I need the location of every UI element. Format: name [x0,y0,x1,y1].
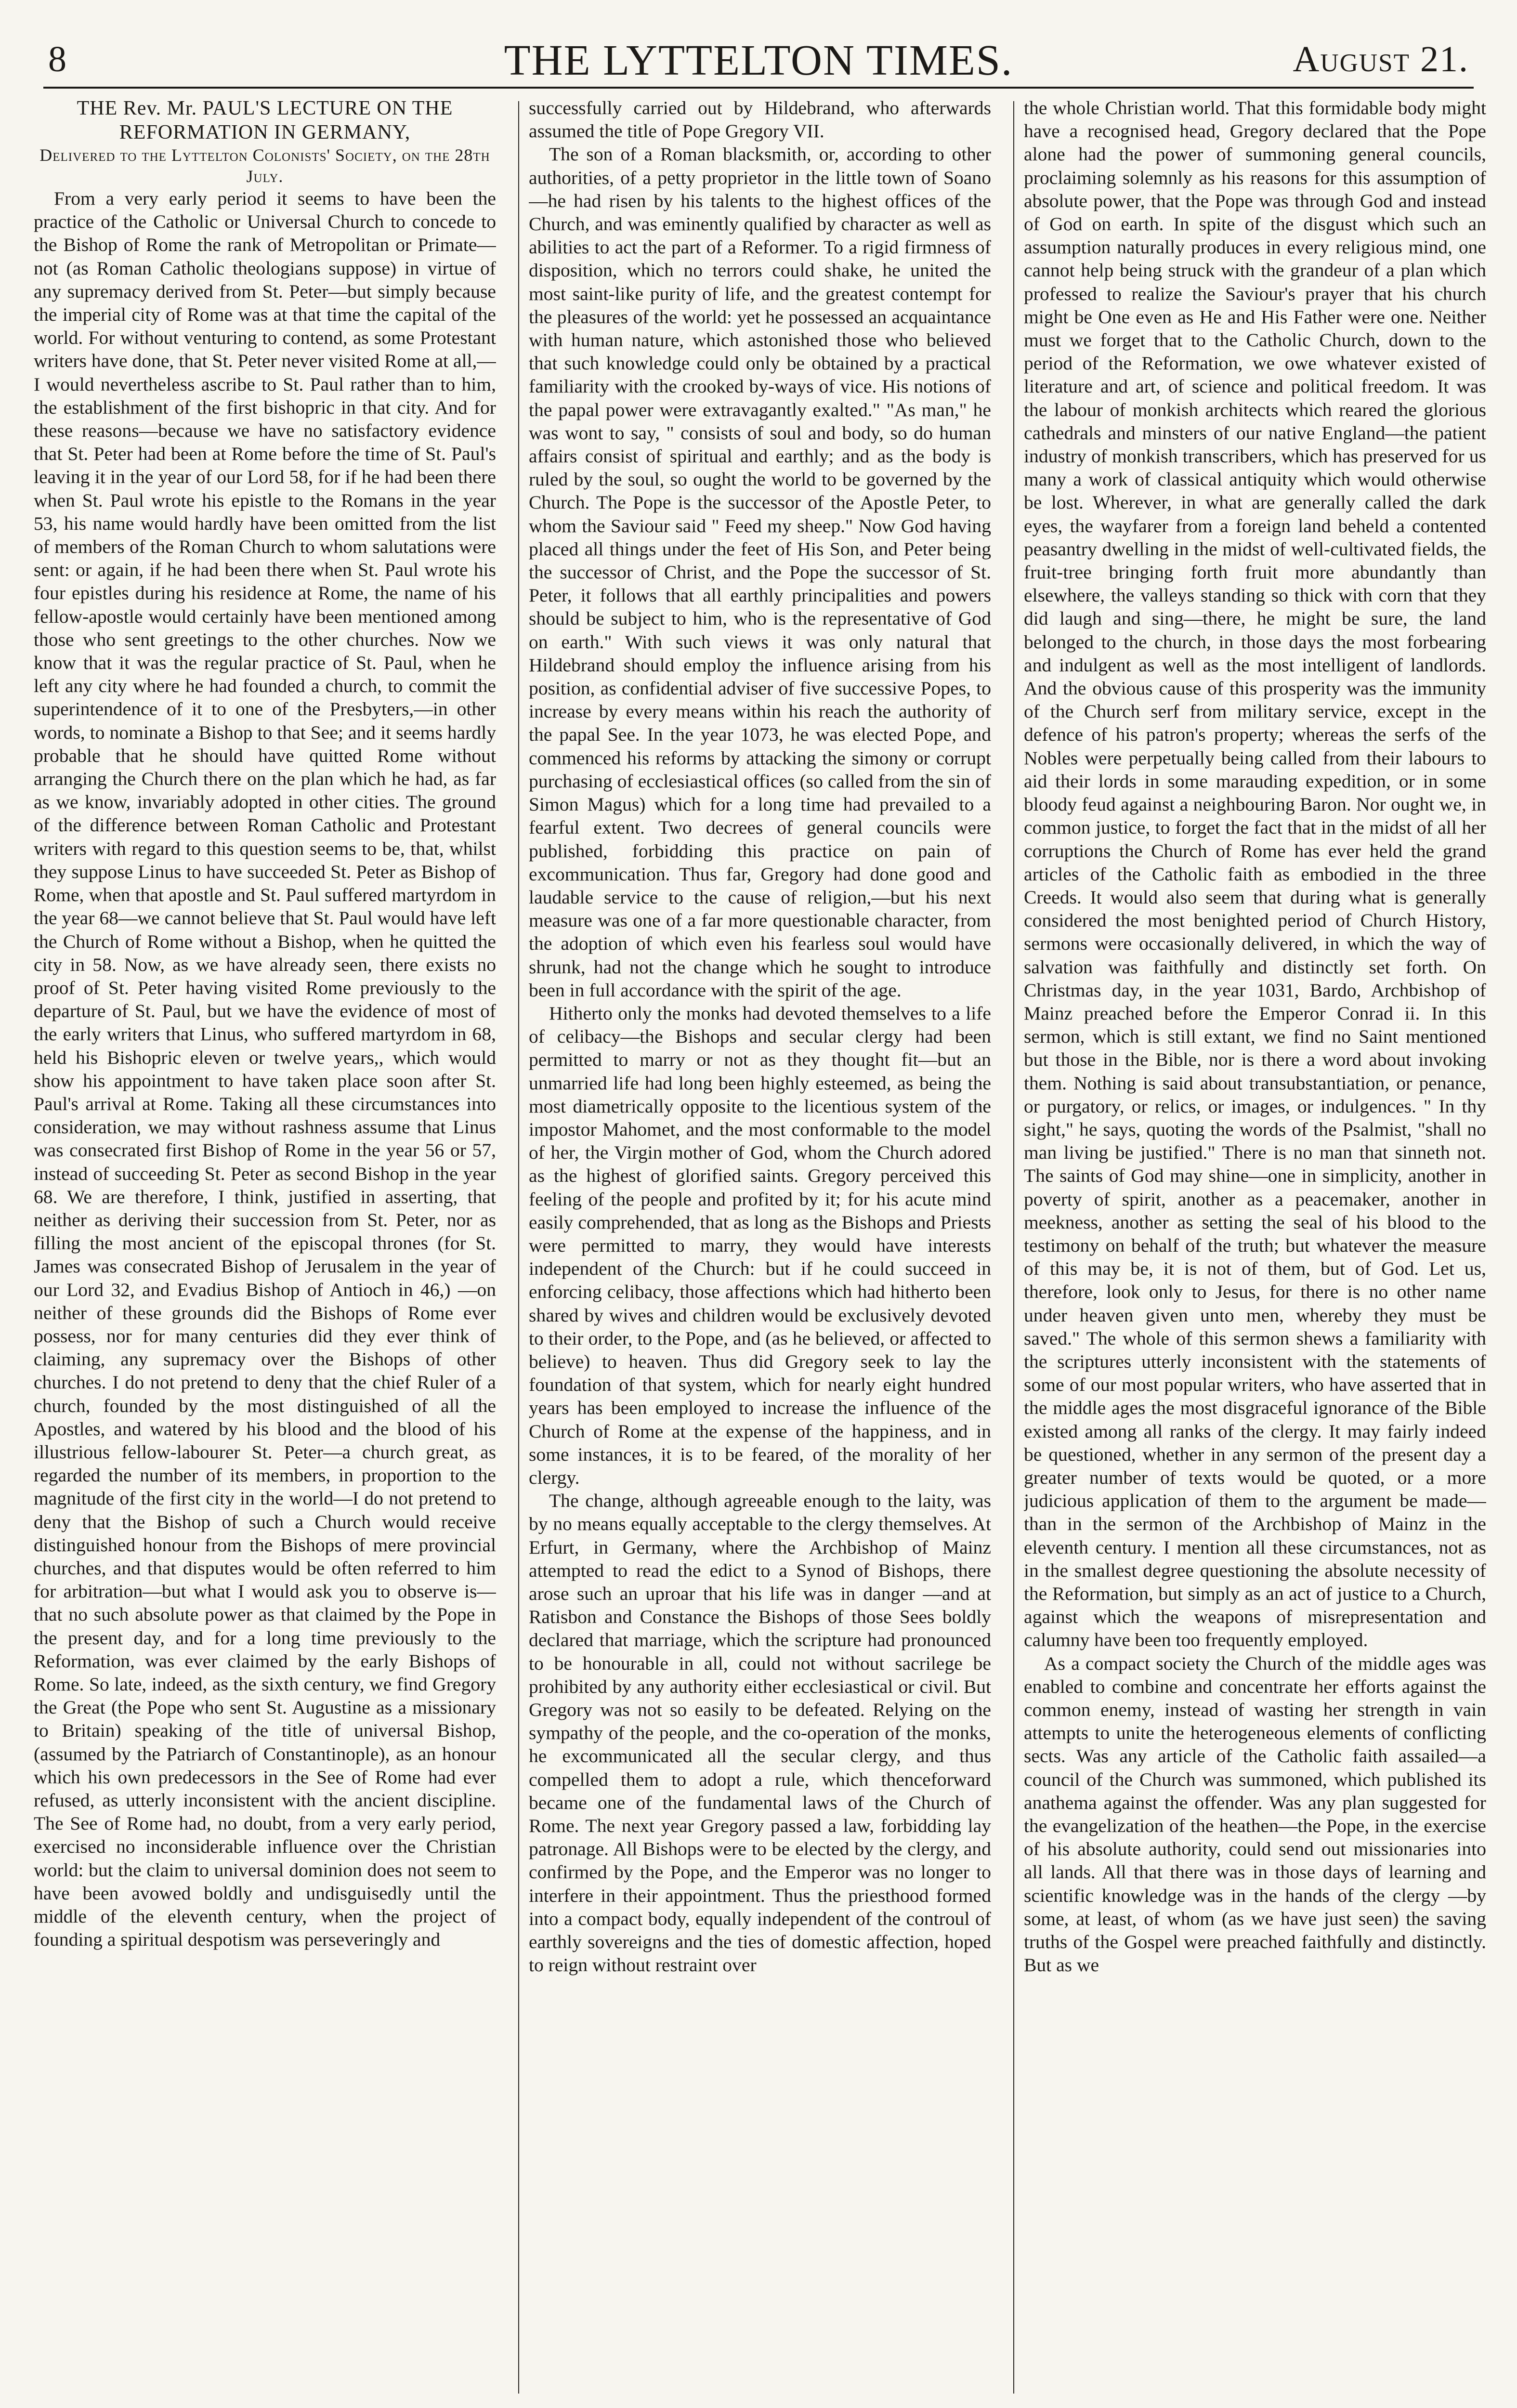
paragraph: the whole Christian world. That this formidable body might have a recognised head, Gregory declared that the Pope alone had the power of summoning general councils, proclaiming solemnly as his reasons for this assumption of absolute power, that the Pope was through God and instead of God on earth. In spite of the disgust which such an assumption naturally produces in every religious mind, one cannot help being struck with the grandeur of a plan which professed to realize the Saviour's prayer that his church might be One even as He and His Father were one. Neither must we forget that to the Catholic Church, down to the period of the Reformation, we owe whatever existed of literature and art, of science and political freedom. It was the labour of monkish architects which reared the glorious cathedrals and minsters of our native England—the patient industry of monkish transcribers, which has preserved for us many a work of classical antiquity which would otherwise be lost. Wherever, in what are generally called the dark eyes, the wayfarer from a foreign land beheld a contented peasantry dwelling in the midst of well-cultivated fields, the fruit-tree bringing forth fruit more abundantly than elsewhere, the valleys standing so thick with corn that they did laugh and sing—there, he might be sure, the land belonged to the church, in those days the most forbearing and indulgent as well as the most intelligent of landlords. And the obvious cause of this prosperity was the immunity of the Church serf from military service, except in the defence of his patron's property; whereas the serfs of the Nobles were perpetually being called from their labours to aid their lords in some marauding expedition, or in some bloody feud against a neighbouring Baron. Nor ought we, in common justice, to forget the fact that in the midst of all her corruptions the Church of Rome has ever held the grand articles of the Catholic faith as embodied in the three Creeds. It would also seem that during what is generally considered the most benighted period of Church History, sermons were occasionally delivered, in which the way of salvation was faithfully and distinctly set forth. On Christmas day, in the year 1031, Bardo, Archbishop of Mainz preached before the Emperor Conrad ii. In this sermon, which is still extant, we find no Saint mentioned but those in the Bible, nor is there a word about invoking them. Nothing is said about transubstantiation, or penance, or purgatory, or relics, or images, or indulgences. " In thy sight," he says, quoting the words of the Psalmist, "shall no man living be justified." There is no man that sinneth not. The saints of God may shine—one in simplicity, another in poverty of spirit, another as a peacemaker, another in meekness, another as setting the seal of his blood to the testimony on behalf of the truth; but whatever the measure of this may be, it is not of them, but of God. Let us, therefore, look only to Jesus, for there is no other name under heaven given unto men, whereby they must be saved." The whole of this sermon shews a familiarity with the scriptures utterly inconsistent with the statements of some of our most popular writers, who have asserted that in the middle ages the most disgraceful ignorance of the Bible existed among all ranks of the clergy. It may fairly indeed be questioned, whether in any sermon of the present day a greater number of texts would be quoted, or a more judicious application of them to the argument be made—than in the sermon of the Archbishop of Mainz in the eleventh century. I mention all these circumstances, not as in the smallest degree questioning the absolute necessity of the Reformation, but simply as an act of justice to a Church, against which the weapons of misrepresentation and calumny have been too frequently employed. [1024,97,1486,1651]
issue-date: August 21. [1293,39,1469,79]
newspaper-title: THE LYTTELTON TIMES. [504,37,1013,84]
article-subhead: Delivered to the Lyttelton Colonists' Society, on the 28th July. [39,145,490,186]
column-1 [34,96,496,2408]
article-headline: THE Rev. Mr. PAUL'S LECTURE ON THE REFORMATION IN GERMANY, [77,97,453,144]
column-2 [529,96,991,2408]
page-number: 8 [48,39,66,79]
masthead [43,34,1474,89]
paragraph: Hitherto only the monks had devoted themselves to a life of celibacy—the Bishops and secular clergy had been permitted to marry or not as they thought fit—but an unmarried life had long been highly esteemed, as being the most diametrically opposite to the licentious system of the impostor Mahomet, and the most conformable to the model of her, the Virgin mother of God, whom the Church adored as the highest of glorified saints. Gregory perceived this feeling of the people and profited by it; for his acute mind easily comprehended, that as long as the Bishops and Priests were permitted to marry, they would have interests independent of the Church: but if he could succeed in enforcing celibacy, those affections which had hitherto been shared by wives and children would be exclusively devoted to their order, to the Pope, and (as he believed, or affected to believe) to heaven. Thus did Gregory seek to lay the foundation of that system, which for nearly eight hundred years has been employed to increase the influence of the Church of Rome at the expense of the happiness, and in some instances, it is to be feared, of the morality of her clergy. [529,1002,991,1488]
paragraph: successfully carried out by Hildebrand, who afterwards assumed the title of Pope Gregory VII. [529,97,991,142]
paragraph: The son of a Roman blacksmith, or, according to other authorities, of a petty proprietor in the little town of Soano—he had risen by his talents to the highest offices of the Church, and was eminently qualified by character as well as abilities to act the part of a Reformer. To a rigid firmness of disposition, which no terrors could shake, he united the most saint-like purity of life, and the greatest contempt for the pleasures of the world: yet he possessed an acquaintance with human nature, which astonished those who believed that such knowledge could only be obtained by a practical familiarity with the crooked by-ways of vice. His notions of the papal power were extravagantly exalted." "As man," he was wont to say, " consists of soul and body, so do human affairs consist of spiritual and earthly; and as the body is ruled by the soul, so ought the world to be governed by the Church. The Pope is the successor of the Apostle Peter, to whom the Saviour said " Feed my sheep." Now God having placed all things under the feet of His Son, and Peter being the successor of Christ, and the Pope the successor of St. Peter, it follows that all earthly principalities and powers should be subject to him, who is the representative of God on earth." With such views it was only natural that Hildebrand should employ the influence arising from his position, as confidential adviser of five successive Popes, to increase by every means within his reach the authority of the papal See. In the year 1073, he was elected Pope, and commenced his reforms by attacking the simony or corrupt purchasing of ecclesiastical offices (so called from the sin of Simon Magus) which for a long time had prevailed to a fearful extent. Two decrees of general councils were published, forbidding this practice on pain of excommunication. Thus far, Gregory had done good and laudable service to the cause of religion,—but his next measure was one of a far more questionable character, from the adoption of which even his fearless soul would have shrunk, had not the change which he sought to introduce been in full accordance with the spirit of the age. [529,144,991,1001]
column-rule [518,101,519,2394]
article-columns [34,96,1488,2408]
column-3 [1024,96,1486,2408]
paragraph: From a very early period it seems to have been the practice of the Catholic or Universal Church to concede to the Bishop of Rome the rank of Metropolitan or Primate—not (as Roman Catholic theologians suppose) in virtue of any supremacy derived from St. Peter—but simply because the imperial city of Rome was at that time the capital of the world. For without venturing to contend, as some Protestant writers have done, that St. Peter never visited Rome at all,—I would nevertheless ascribe to St. Paul rather than to him, the establishment of the first bishopric in that city. And for these reasons—because we have no satisfactory evidence that St. Peter had been at Rome before the time of St. Paul's leaving it in the year of our Lord 58, for if he had been there when St. Paul wrote his epistle to the Romans in the year 53, his name would hardly have been omitted from the list of members of the Roman Church to whom salutations were sent: or again, if he had been there when St. Paul wrote his four epistles during his residence at Rome, the name of his fellow-apostle would certainly have been mentioned among those who sent greetings to the other churches. Now we know that it was the regular practice of St. Paul, when he left any city where he had founded a church, to commit the superintendence of it to one of the Presbyters,—in other words, to nominate a Bishop to that See; and it seems hardly probable that he should have quitted Rome without arranging the Church there on the plan which he had, as far as we know, invariably adopted in other cities. The ground of the difference between Roman Catholic and Protestant writers with regard to this question seems to be, that, whilst they suppose Linus to have succeeded St. Peter as Bishop of Rome, when that apostle and St. Paul suffered martyrdom in the year 68—we cannot believe that St. Paul would have left the Church of Rome without a Bishop, when he quitted the city in 58. Now, as we have already seen, there exists no proof of St. Peter having visited Rome previously to the departure of St. Paul, but we have the evidence of most of the early writers that Linus, who suffered martyrdom in 68, held his Bishopric eleven or twelve years,, which would show his appointment to have taken place soon after St. Paul's arrival at Rome. Taking all these circumstances into consideration, we may without rashness assume that Linus was consecrated first Bishop of Rome in the year 56 or 57, instead of succeeding St. Peter as second Bishop in the year 68. We are therefore, I think, justified in asserting, that neither as deriving their succession from St. Peter, nor as filling the most ancient of the episcopal thrones (for St. James was consecrated Bishop of Jerusalem in the year of our Lord 32, and Evadius Bishop of Antioch in 46,) —on neither of these grounds did the Bishops of Rome ever possess, nor for many centuries did they ever think of claiming, any supremacy over the Bishops of other churches. I do not pretend to deny that the chief Ruler of a church, founded by the most distinguished of all the Apostles, and watered by his blood and the blood of his illustrious fellow-labourer St. Peter—a church great, as regarded the number of its members, in proportion to the magnitude of the first city in the world—I do not pretend to deny that the Bishop of such a Church would receive distinguished honour from the Bishops of mere provincial churches, and that disputes would be often referred to him for arbitration—but what I would ask you to observe is—that no such absolute power as that claimed by the Pope in the present day, and for a long time previously to the Reformation, was ever claimed by the early Bishops of Rome. So late, indeed, as the sixth century, we find Gregory the Great (the Pope who sent St. Augustine as a missionary to Britain) speaking of the title of universal Bishop, (assumed by the Patriarch of Constantinople), as an honour which his own predecessors in the See of Rome had ever refused, as utterly inconsistent with the ancient discipline. The See of Rome had, no doubt, from a very early period, exercised no inconsiderable influence over the Christian world: but the claim to universal dominion does not seem to have been avowed boldly and undisguisedly until the middle of the eleventh century, when the project of founding a spiritual despotism was perseveringly and [34,188,496,1950]
paragraph: As a compact society the Church of the middle ages was enabled to combine and concentrate her efforts against the common enemy, instead of wasting her strength in vain attempts to unite the heterogeneous elements of conflicting sects. Was any article of the Catholic faith assailed—a council of the Church was summoned, which published its anathema against the offender. Was any plan suggested for the evangelization of the heathen—the Pope, in the exercise of his absolute authority, could send out missionaries into all lands. All that there was in those days of learning and scientific knowledge was in the hands of the clergy —by some, at least, of whom (as we have just seen) the saving truths of the Gospel were preached faithfully and distinctly. But as we [1024,1652,1486,1976]
column-rule [1013,101,1014,2394]
paragraph: The change, although agreeable enough to the laity, was by no means equally acceptable to the clergy themselves. At Erfurt, in Germany, where the Archbishop of Mainz attempted to read the edict to a Synod of Bishops, there arose such an uproar that his life was in danger —and at Ratisbon and Constance the Bishops of those Sees boldly declared that marriage, which the scripture had pronounced to be honourable in all, could not without sacrilege be prohibited by any authority either ecclesiastical or civil. But Gregory was not so easily to be defeated. Relying on the sympathy of the people, and the co-operation of the monks, he excommunicated all the secular clergy, and thus compelled them to adopt a rule, which thenceforward became one of the fundamental laws of the Church of Rome. The next year Gregory passed a law, forbidding lay patronage. All Bishops were to be elected by the clergy, and confirmed by the Pope, and the Emperor was no longer to interfere in their appointment. Thus the priesthood formed into a compact body, equally independent of the controul of earthly sovereigns and the ties of domestic affection, hoped to reign without restraint over [529,1490,991,1976]
